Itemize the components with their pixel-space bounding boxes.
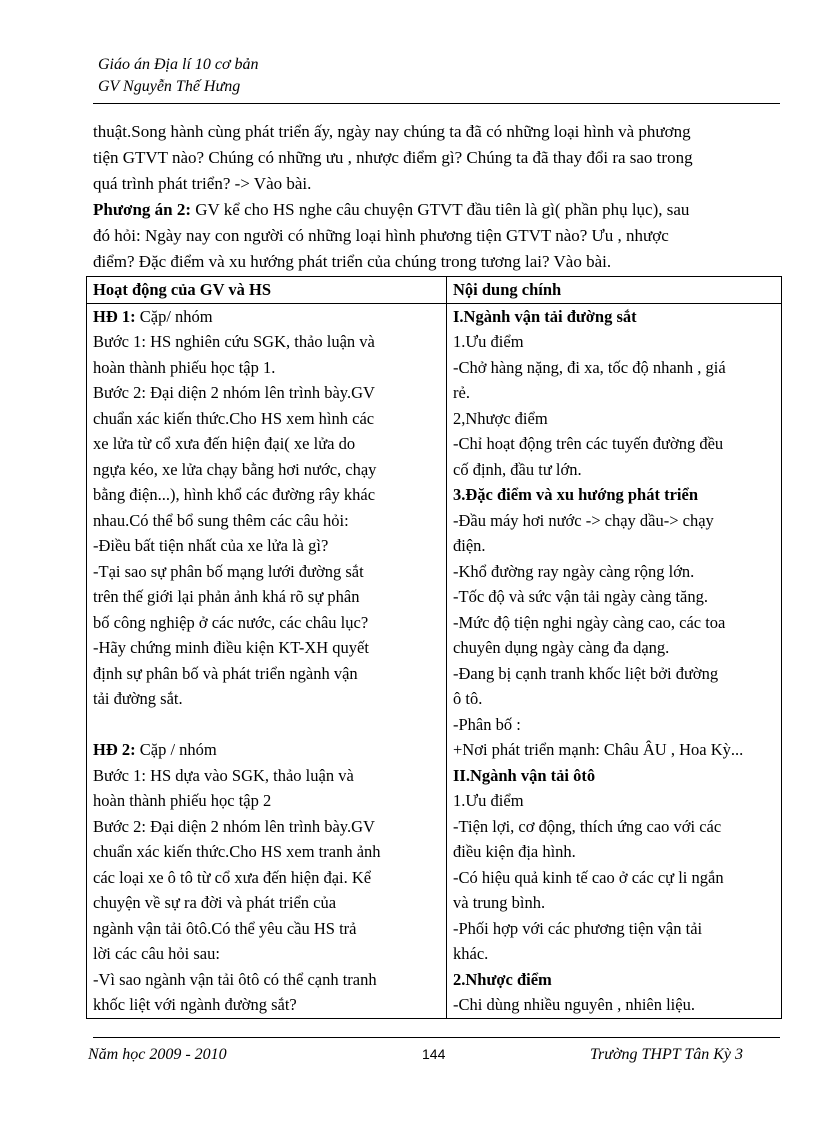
content-line: -Khổ đường ray ngày càng rộng lớn. — [453, 561, 695, 581]
activity-line: bằng điện...), hình khổ các đường rây khác — [93, 485, 376, 504]
activity-line: Bước 1: HS dựa vào SGK, thảo luận và — [93, 765, 354, 785]
activity-line: chuẩn xác kiến thức.Cho HS xem tranh ảnh — [93, 842, 381, 861]
footer-school-year: Năm học 2009 - 2010 — [88, 1046, 227, 1063]
header-subject: Giáo án Địa lí 10 cơ bản — [98, 56, 259, 73]
activity-line: hoàn thành phiếu học tập 1. — [93, 357, 276, 377]
content-line: -Đầu máy hơi nước -> chạy dầu-> chạy — [453, 510, 714, 530]
content-line: -Chở hàng nặng, đi xa, tốc độ nhanh , giá — [453, 357, 726, 377]
activity-line: -Điều bất tiện nhất của xe lửa là gì? — [93, 536, 329, 555]
activity-line: Bước 1: HS nghiên cứu SGK, thảo luận và — [93, 332, 375, 351]
activity-line: chuẩn xác kiến thức.Cho HS xem hình các — [93, 408, 375, 428]
content-subheading: 3.Đặc điểm và xu hướng phát triển — [453, 485, 699, 504]
content-line: cố định, đầu tư lớn. — [453, 459, 582, 479]
activity-line: Bước 2: Đại diện 2 nhóm lên trình bày.GV — [93, 383, 375, 402]
content-line: -Đang bị cạnh tranh khốc liệt bởi đường — [453, 663, 719, 683]
activity-1-title: HĐ 1: Cặp/ nhóm — [93, 306, 213, 326]
activity-line: nhau.Có thể bổ sung thêm các câu hỏi: — [93, 510, 349, 530]
content-line: 1.Ưu điểm — [453, 791, 524, 810]
content-line: -Mức độ tiện nghi ngày càng cao, các toa — [453, 612, 726, 632]
activity-line: khốc liệt với ngành đường sắt? — [93, 995, 297, 1014]
activity-line: lời các câu hỏi sau: — [93, 944, 220, 963]
activity-2-title: HĐ 2: Cặp / nhóm — [93, 740, 217, 759]
lesson-table — [86, 276, 782, 1019]
activity-line: ngựa kéo, xe lửa chạy bằng hơi nước, chạy — [93, 459, 377, 479]
content-line: -Có hiệu quả kinh tế cao ở các cự li ngắn — [453, 867, 724, 887]
spacer — [93, 712, 443, 738]
content-line: -Chỉ hoạt động trên các tuyến đường đều — [453, 434, 724, 453]
activity-line: các loại xe ô tô từ cổ xưa đến hiện đại. Kể — [93, 867, 372, 887]
plan2-label: Phương án 2: — [93, 200, 192, 219]
content-line: điện. — [453, 536, 486, 555]
content-line: -Chi dùng nhiều nguyên , nhiên liệu. — [453, 995, 695, 1014]
content-subheading: 2.Nhược điểm — [453, 969, 552, 989]
content-line: +Nơi phát triển mạnh: Châu ÂU , Hoa Kỳ... — [453, 740, 744, 759]
content-line: 2,Nhược điểm — [453, 408, 548, 428]
footer-school-name: Trường THPT Tân Kỳ 3 — [590, 1046, 744, 1063]
content-line: và trung bình. — [453, 893, 546, 912]
activity-line: xe lửa từ cổ xưa đến hiện đại( xe lửa do — [93, 434, 356, 453]
section-1-title: I.Ngành vận tải đường sắt — [453, 306, 637, 326]
intro-plan2-line: đó hỏi: Ngày nay con người có những loại hình phương tiện GTVT nào? Ưu , nhược — [93, 226, 669, 245]
activity-line: -Tại sao sự phân bố mạng lưới đường sắt — [93, 561, 364, 581]
content-line: -Tốc độ và sức vận tải ngày càng tăng. — [453, 587, 708, 606]
content-cell — [447, 303, 782, 1018]
content-line: -Phân bố : — [453, 714, 521, 734]
activity-line: ngành vận tải ôtô.Có thể yêu cầu HS trả — [93, 918, 357, 938]
intro-line: tiện GTVT nào? Chúng có những ưu , nhược điểm gì? Chúng ta đã thay đổi ra sao trong — [93, 148, 693, 167]
activity-line: bố công nghiệp ở các nước, các châu lục? — [93, 612, 369, 632]
intro-plan2-line: Phương án 2: GV kể cho HS nghe câu chuyện GTVT đầu tiên là gì( phần phụ lục), sau — [93, 200, 690, 219]
intro-text — [93, 119, 783, 275]
activity-line: định sự phân bố và phát triển ngành vận — [93, 663, 358, 683]
footer-divider — [93, 1037, 780, 1038]
content-line: chuyên dụng ngày càng đa dạng. — [453, 638, 670, 657]
content-line: rẻ. — [453, 383, 470, 402]
intro-line: quá trình phát triển? -> Vào bài. — [93, 174, 312, 193]
content-line: khác. — [453, 944, 489, 963]
header-teacher: GV Nguyễn Thế Hưng — [98, 78, 241, 95]
header-activities: Hoạt động của GV và HS — [87, 277, 447, 304]
page-header — [98, 54, 783, 98]
header-divider — [93, 103, 780, 104]
activities-cell — [87, 303, 447, 1018]
activity-line: Bước 2: Đại diện 2 nhóm lên trình bày.GV — [93, 816, 375, 836]
intro-plan2-line: điểm? Đặc điểm và xu hướng phát triển của chúng trong tương lai? Vào bài. — [93, 252, 612, 271]
activity-line: chuyện về sự ra đời và phát triển của — [93, 893, 337, 912]
content-line: 1.Ưu điểm — [453, 332, 524, 351]
intro-line: thuật.Song hành cùng phát triển ấy, ngày nay chúng ta đã có những loại hình và phương — [93, 122, 691, 141]
table-row — [87, 303, 782, 1018]
content-line: -Phối hợp với các phương tiện vận tải — [453, 918, 703, 938]
activity-line: -Vì sao ngành vận tải ôtô có thể cạnh tranh — [93, 969, 377, 989]
page-number: 144 — [422, 1046, 446, 1062]
header-content: Nội dung chính — [447, 277, 782, 304]
activity-line: -Hãy chứng minh điều kiện KT-XH quyết — [93, 638, 369, 657]
table-header-row — [87, 277, 782, 304]
content-line: điều kiện địa hình. — [453, 842, 576, 861]
activity-line: trên thế giới lại phản ảnh khá rõ sự phân — [93, 587, 360, 606]
content-line: -Tiện lợi, cơ động, thích ứng cao với các — [453, 816, 722, 836]
activity-line: tải đường sắt. — [93, 689, 183, 708]
section-2-title: II.Ngành vận tải ôtô — [453, 765, 596, 785]
activity-line: hoàn thành phiếu học tập 2 — [93, 791, 272, 810]
content-line: ô tô. — [453, 689, 483, 708]
